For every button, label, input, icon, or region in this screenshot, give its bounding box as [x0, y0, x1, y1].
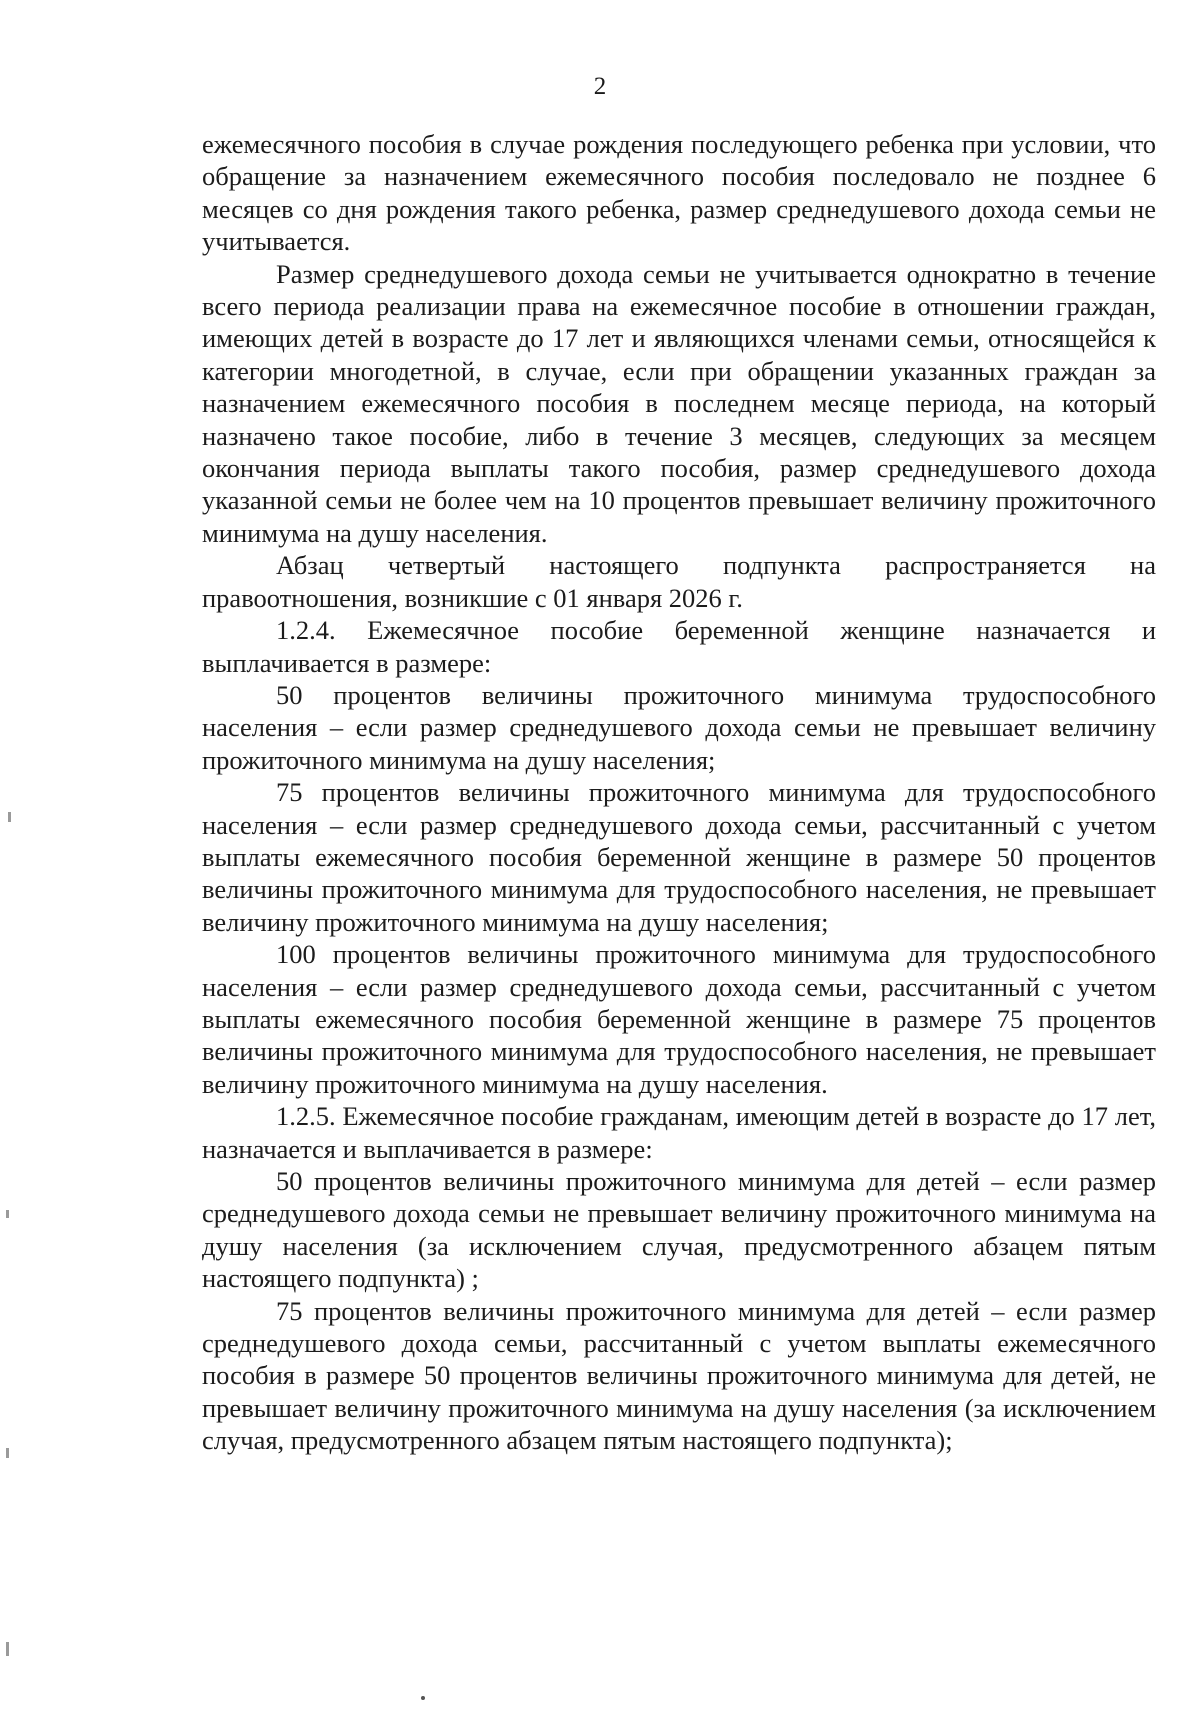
- paragraph-clause-1-2-5: 1.2.5. Ежемесячное пособие гражданам, имеющим детей в возрасте до 17 лет, назначается и выплачивается в размере:: [202, 1101, 1156, 1164]
- paragraph: 50 процентов величины прожиточного минимума для детей – если размер среднедушевого дохода семьи не превышает величину прожиточного минимума на душу населения (за исключением случая, предусмотренного абзацем пятым настоящего подпункта) ;: [202, 1166, 1156, 1294]
- paragraph: Абзац четвертый настоящего подпункта распространяется на правоотношения, возникшие с 01 января 2026 г.: [202, 550, 1156, 613]
- paragraph-continuation: ежемесячного пособия в случае рождения последующего ребенка при условии, что обращение за назначением ежемесячного пособия последовало не позднее 6 месяцев со дня рождения такого ребенка, размер среднедушевого дохода семьи не учитывается.: [202, 129, 1156, 257]
- page-number: 2: [593, 73, 607, 100]
- scan-margin-mark: [8, 812, 11, 822]
- paragraph: 75 процентов величины прожиточного минимума для детей – если размер среднедушевого дохода семьи, рассчитанный с учетом выплаты ежемесячного пособия в размере 50 процентов величины прожиточного минимума для детей, не превышает величину прожиточного минимума на душу населения (за исключением случая, предусмотренного абзацем пятым настоящего подпункта);: [202, 1295, 1156, 1456]
- paragraph: 75 процентов величины прожиточного минимума для трудоспособного населения – если размер среднедушевого дохода семьи, рассчитанный с учетом выплаты ежемесячного пособия беременной женщине в размере 50 процентов величины прожиточного минимума для трудоспособного населения, не превышает величину прожиточного минимума на душу населения;: [202, 777, 1156, 937]
- document-body: [202, 128, 1156, 1457]
- paragraph: 100 процентов величины прожиточного минимума для трудоспособного населения – если размер среднедушевого дохода семьи, рассчитанный с учетом выплаты ежемесячного пособия беременной женщине в размере 75 процентов величины прожиточного минимума для трудоспособного населения, не превышает величину прожиточного минимума на душу населения.: [202, 939, 1156, 1099]
- paragraph: Размер среднедушевого дохода семьи не учитывается однократно в течение всего периода реализации права на ежемесячное пособие в отношении граждан, имеющих детей в возрасте до 17 лет и являющихся членами семьи, относящейся к категории многодетной, в случае, если при обращении указанных граждан за назначением ежемесячного пособия в последнем месяце периода, на который назначено такое пособие, либо в течение 3 месяцев, следующих за месяцем окончания периода выплаты такого пособия, размер среднедушевого дохода указанной семьи не более чем на 10 процентов превышает величину прожиточного минимума на душу населения.: [202, 258, 1156, 548]
- paragraph-clause-1-2-4: 1.2.4. Ежемесячное пособие беременной женщине назначается и выплачивается в размере:: [202, 615, 1156, 678]
- scan-dot: [421, 1696, 425, 1700]
- scan-margin-mark: [6, 1210, 9, 1218]
- scan-margin-mark: [6, 1448, 9, 1458]
- scan-margin-mark: [6, 1642, 9, 1656]
- paragraph: 50 процентов величины прожиточного минимума трудоспособного населения – если размер среднедушевого дохода семьи не превышает величину прожиточного минимума на душу населения;: [202, 679, 1156, 775]
